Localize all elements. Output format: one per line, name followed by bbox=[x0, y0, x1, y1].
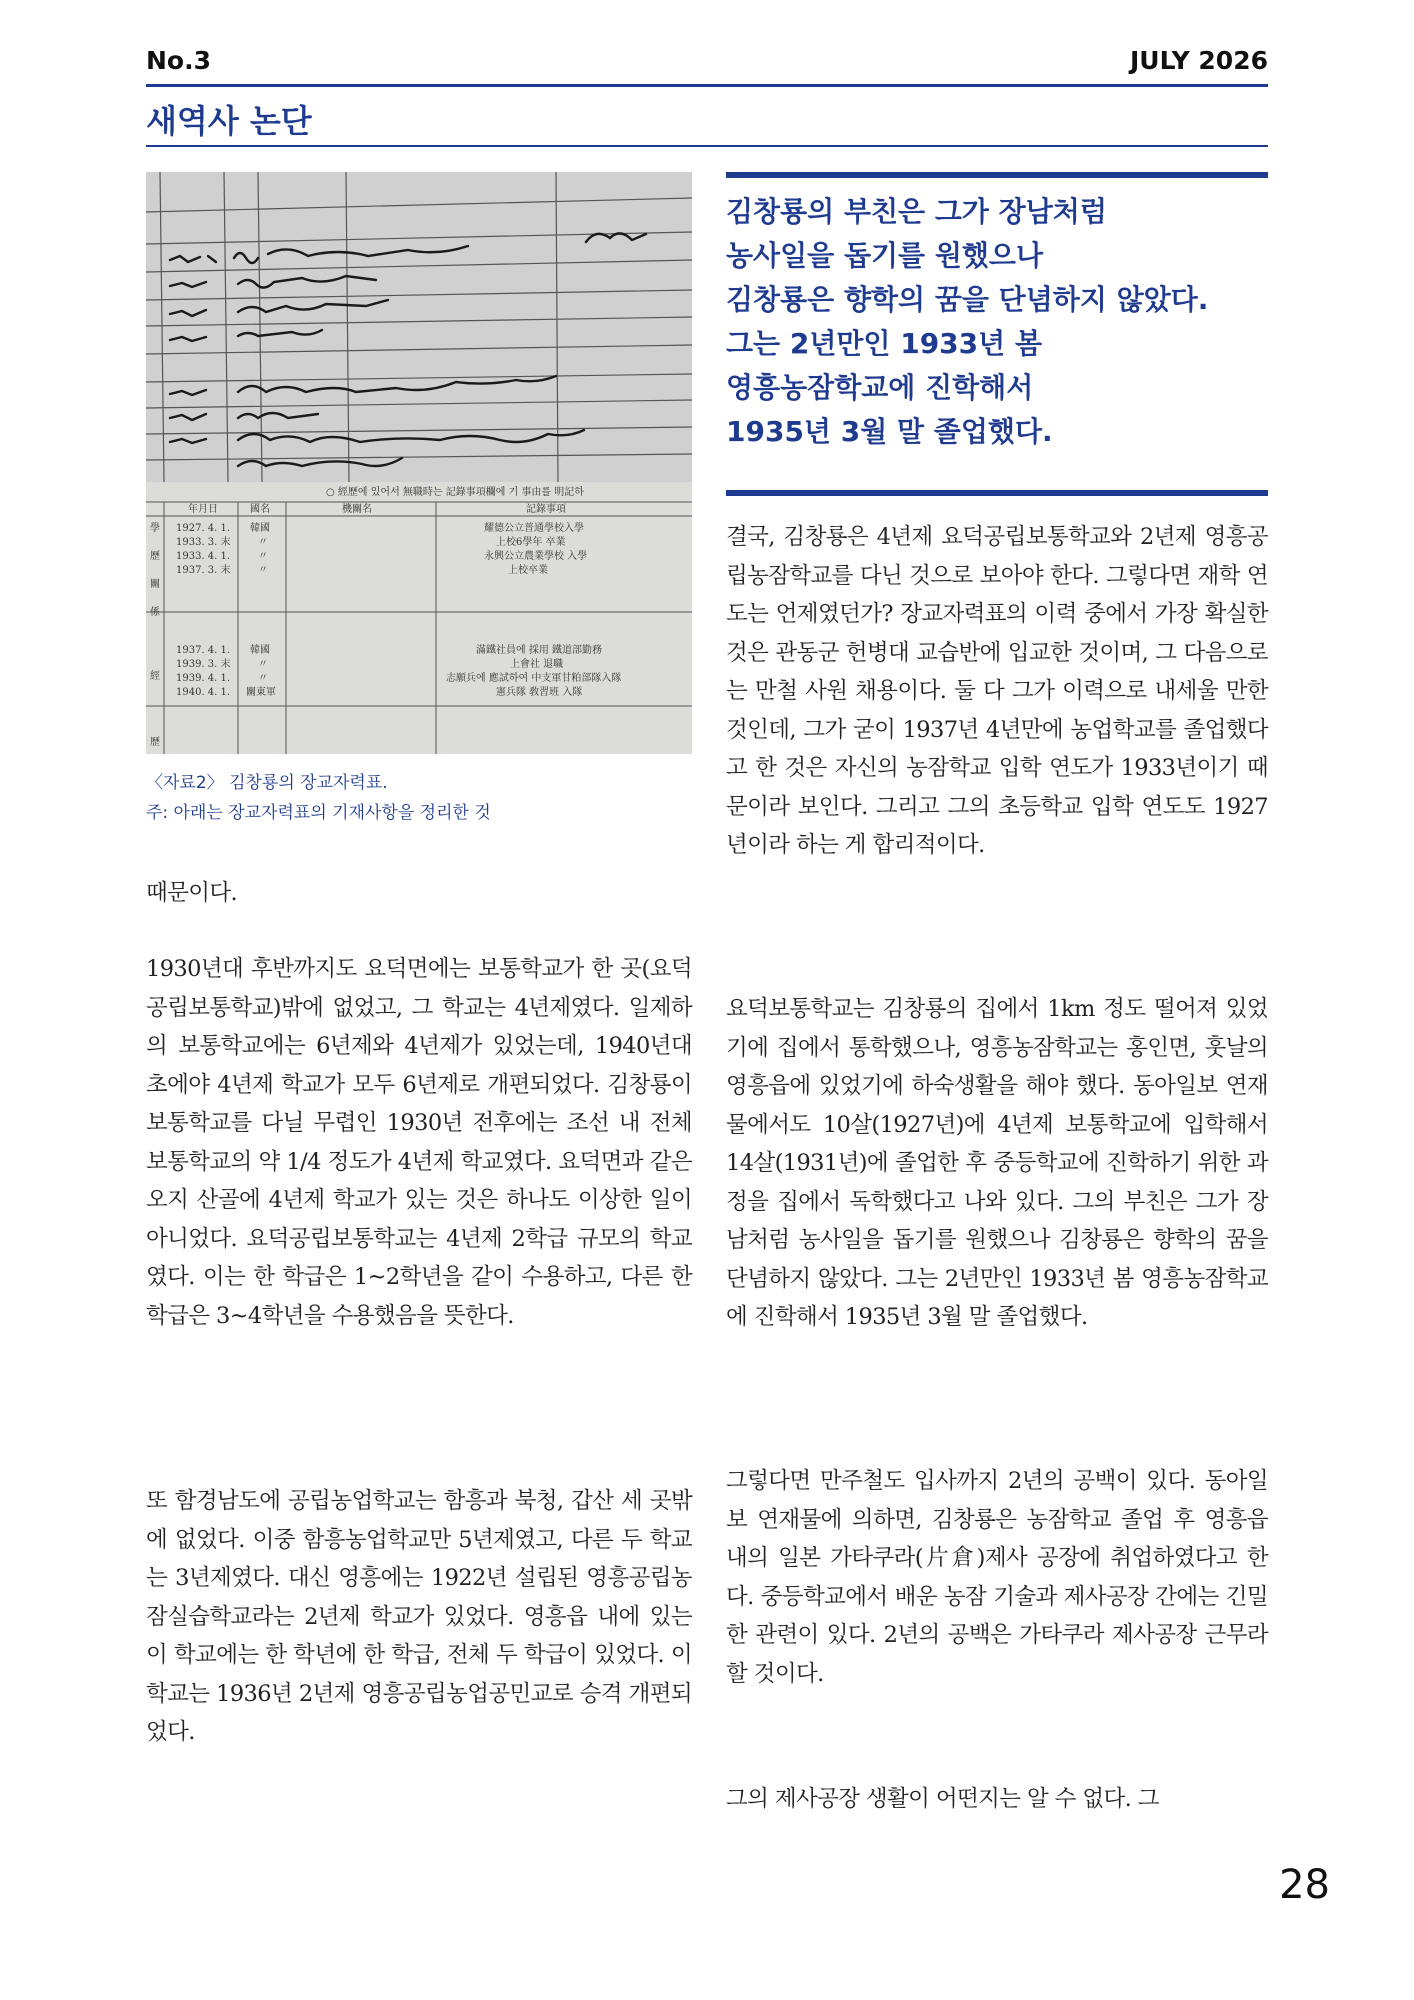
table-cell: 〃 bbox=[258, 565, 268, 576]
body-paragraph: 1930년대 후반까지도 요덕면에는 보통학교가 한 곳(요덕공립보통학교)밖에 없었고, 그 학교는 4년제였다. 일제하의 보통학교에는 6년제와 4년제가 있었는데, 1940년대 초에야 4년제 학교가 모두 6년제로 개편되었다. 김창룡이 보통학교를 다닐 무렵인 1930년 전후에는 조선 내 전체 보통학교의 약 1/4 정도가 4년제 학교였다. 요덕면과 같은 오지 산골에 4년제 학교가 있는 것은 하나도 이상한 일이 아니었다. 요덕공립보통학교는 4년제 2학급 규모의 학교였다. 이는 한 학급은 1~2학년을 같이 수용하고, 다른 한 학급은 3~4학년을 수용했음을 뜻한다. bbox=[146, 956, 692, 1329]
side-label: 係 bbox=[150, 607, 160, 618]
table-cell: 上會社 退職 bbox=[510, 659, 564, 670]
pullquote-line: 영흥농잠학교에 진학해서 bbox=[726, 371, 1034, 404]
page-number: 28 bbox=[1279, 1862, 1330, 1908]
table-cell: 〃 bbox=[258, 673, 268, 684]
pullquote-rule-top bbox=[726, 172, 1268, 178]
issue-date: JULY 2026 bbox=[1129, 46, 1268, 75]
table-cell: 耀德公立普通學校入學 bbox=[484, 523, 584, 534]
side-label: 歷 bbox=[150, 737, 160, 748]
side-label: 學 bbox=[150, 523, 160, 534]
table-header-note: ○ 經歷에 있어서 無職時는 記錄事項欄에 기 事由를 明記하 bbox=[326, 487, 584, 498]
column-record: 記錄事項 bbox=[526, 504, 566, 515]
table-cell: 1927. 4. 1. bbox=[176, 523, 231, 534]
column-date: 年月日 bbox=[188, 504, 218, 515]
pullquote-line: 농사일을 돕기를 원했으나 bbox=[726, 239, 1044, 272]
pullquote-line: 김창룡의 부친은 그가 장남처럼 bbox=[726, 195, 1107, 228]
caption-title: 〈자료2〉 김창룡의 장교자력표. bbox=[146, 773, 388, 793]
body-paragraph: 그렇다면 만주철도 입사까지 2년의 공백이 있다. 동아일보 연재물에 의하면, 김창룡은 농잠학교 졸업 후 영흥읍 내의 일본 가타쿠라(片倉)제사 공장에 취업하였다고 한다. 중등학교에서 배운 농잠 기술과 제사공장 간에는 긴밀한 관련이 있다. 2년의 공백은 가타쿠라 제사공장 근무라 할 것이다. bbox=[726, 1468, 1268, 1687]
body-paragraph: 그의 제사공장 생활이 어떤지는 알 수 없다. 그 bbox=[726, 1786, 1159, 1812]
table-cell: 滿鐵社員에 採用 鐵道部勤務 bbox=[476, 645, 603, 656]
table-cell: 1937. 4. 1. bbox=[176, 645, 231, 656]
table-cell: 永興公立農業學校 入學 bbox=[484, 551, 588, 562]
table-cell: 上校6學年 卒業 bbox=[496, 537, 566, 548]
pullquote-line: 김창룡은 향학의 꿈을 단념하지 않았다. bbox=[726, 283, 1209, 316]
table-cell: 1933. 4. 1. bbox=[176, 551, 231, 562]
caption-note: 주: 아래는 장교자력표의 기재사항을 정리한 것 bbox=[146, 803, 491, 823]
section-title: 새역사 논단 bbox=[146, 102, 312, 140]
column-institution: 機關名 bbox=[342, 504, 372, 515]
table-cell: 1937. 3. 末 bbox=[176, 565, 231, 576]
side-label: 經 bbox=[150, 671, 160, 682]
side-label: 歷 bbox=[150, 551, 160, 562]
table-cell: 〃 bbox=[258, 537, 268, 548]
record-photo bbox=[146, 172, 692, 754]
table-cell: 1939. 4. 1. bbox=[176, 673, 231, 684]
table-cell: 〃 bbox=[258, 551, 268, 562]
header-rule bbox=[146, 84, 1268, 87]
typed-record-table bbox=[146, 482, 692, 754]
pullquote-line: 1935년 3월 말 졸업했다. bbox=[726, 415, 1053, 448]
body-paragraph: 결국, 김창룡은 4년제 요덕공립보통학교와 2년제 영흥공립농잠학교를 다닌 것으로 보아야 한다. 그렇다면 재학 연도는 언제였던가? 장교자력표의 이력 중에서 가장 확실한 것은 관동군 헌병대 교습반에 입교한 것이며, 그 다음으로는 만철 사원 채용이다. 둘 다 그가 이력으로 내세울 만한 것인데, 그가 굳이 1937년 4년만에 농업학교를 졸업했다고 한 것은 자신의 농잠학교 입학 연도가 1933년이기 때문이라 보인다. 그리고 그의 초등학교 입학 연도도 1927년이라 하는 게 합리적이다. bbox=[726, 524, 1268, 858]
table-cell: 〃 bbox=[258, 659, 268, 670]
handwritten-record-scan bbox=[146, 172, 692, 482]
body-paragraph: 요덕보통학교는 김창룡의 집에서 1km 정도 떨어져 있었기에 집에서 통학했으나, 영흥농잠학교는 홍인면, 훗날의 영흥읍에 있었기에 하숙생활을 해야 했다. 동아일보 연재물에서도 10살(1927년)에 4년제 보통학교에 입학해서 14살(1931년)에 졸업한 후 중등학교에 진학하기 위한 과정을 집에서 독학했다고 나와 있다. 그의 부친은 그가 장남처럼 농사일을 돕기를 원했으나 김창룡은 향학의 꿈을 단념하지 않았다. 그는 2년만인 1933년 봄 영흥농잠학교에 진학해서 1935년 3월 말 졸업했다. bbox=[726, 996, 1268, 1330]
table-cell: 1939. 3. 末 bbox=[176, 659, 231, 670]
body-paragraph: 또 함경남도에 공립농업학교는 함흥과 북청, 갑산 세 곳밖에 없었다. 이중 함흥농업학교만 5년제였고, 다른 두 학교는 3년제였다. 대신 영흥에는 1922년 설립된 영흥공립농잠실습학교라는 2년제 학교가 있었다. 영흥읍 내에 있는 이 학교에는 한 학년에 한 학급, 전체 두 학급이 있었다. 이 학교는 1936년 2년제 영흥공립농업공민교로 승격 개편되었다. bbox=[146, 1488, 692, 1745]
table-cell: 上校卒業 bbox=[508, 565, 548, 576]
side-label: 關 bbox=[150, 579, 160, 590]
issue-number: No.3 bbox=[146, 46, 211, 75]
table-cell: 憲兵隊 敎習班 入隊 bbox=[496, 687, 583, 698]
pullquote-rule-bottom bbox=[726, 490, 1268, 496]
table-cell: 志願兵에 應試하여 中支軍甘粕部隊入隊 bbox=[446, 673, 622, 684]
table-cell: 韓國 bbox=[250, 523, 270, 534]
table-cell: 韓國 bbox=[250, 645, 270, 656]
table-cell: 1940. 4. 1. bbox=[176, 687, 231, 698]
column-country: 國名 bbox=[250, 504, 270, 515]
table-cell: 關東軍 bbox=[246, 687, 276, 698]
figure-caption bbox=[146, 768, 706, 828]
table-cell: 1933. 3. 末 bbox=[176, 537, 231, 548]
pullquote-line: 그는 2년만인 1933년 봄 bbox=[726, 327, 1042, 360]
body-paragraph: 때문이다. bbox=[146, 880, 238, 906]
handwritten-scan-drawing bbox=[146, 172, 692, 482]
pullquote bbox=[726, 190, 1268, 454]
section-rule bbox=[146, 145, 1268, 147]
